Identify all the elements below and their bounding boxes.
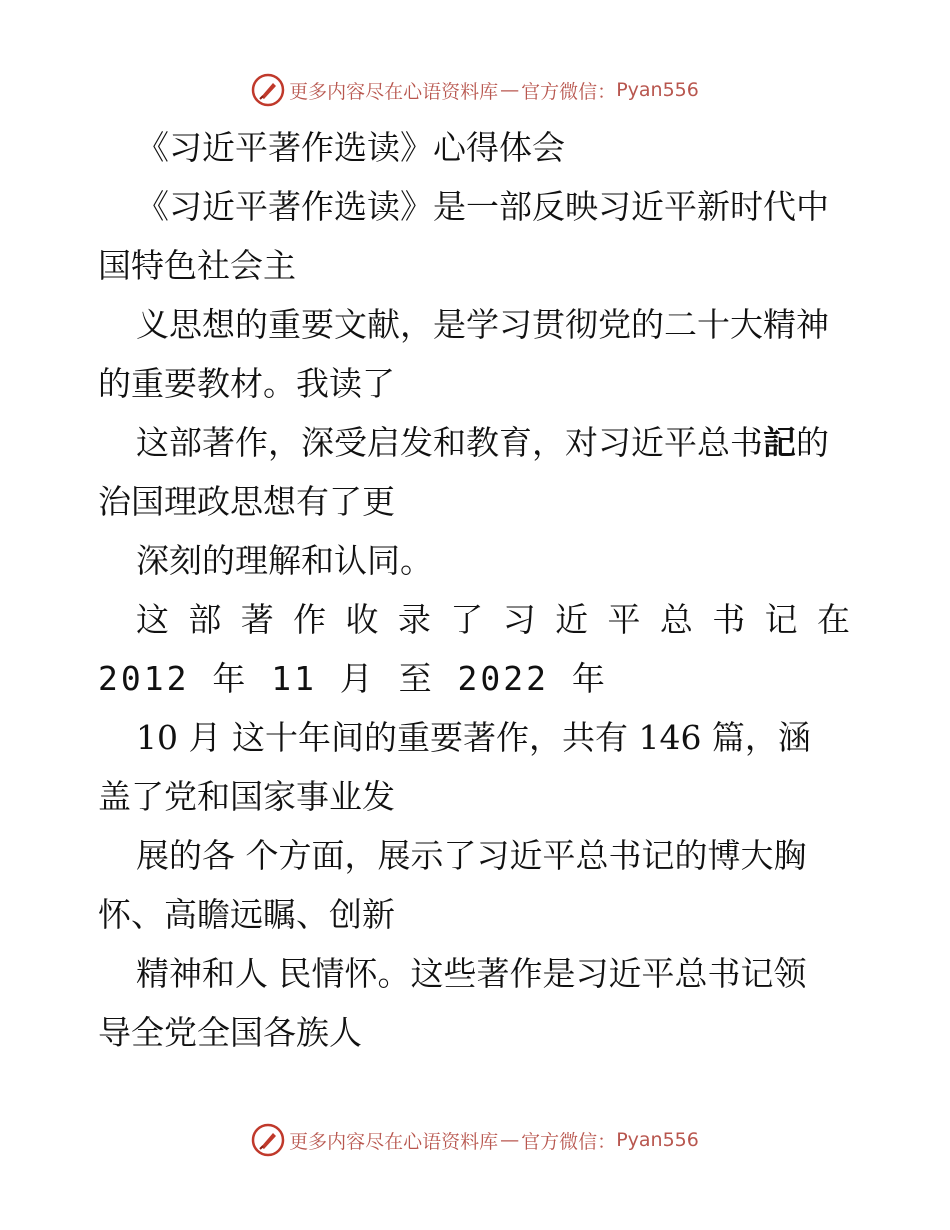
text-segment-bold: 記 [763, 423, 796, 462]
text-line: 导全党全国各族人 [98, 1013, 362, 1052]
text-line: 这部著作收录了习近平总书记在 [136, 600, 850, 639]
quill-logo-icon [251, 73, 285, 107]
text-line: 国特色社会主 [98, 246, 296, 285]
banner-brand-text: 更多内容尽在心语资料库 [289, 1130, 499, 1153]
banner-wechat-id: Pyan556 [616, 79, 699, 101]
text-segment: 这部著作，深受启发和教育，对习近平总书 [136, 423, 763, 462]
document-title: 《习近平著作选读》心得体会 [136, 128, 565, 167]
text-line: 深刻的理解和认同。 [136, 541, 433, 580]
text-line [98, 413, 850, 472]
text-line: 义思想的重要文献，是学习贯彻党的二十大精神 [136, 305, 829, 344]
banner-brand-text: 更多内容尽在心语资料库 [289, 80, 499, 103]
header-banner [0, 70, 950, 110]
footer-banner [0, 1120, 950, 1160]
text-line: 精神和人 民情怀。这些著作是习近平总书记领 [136, 954, 807, 993]
text-line: 怀、高瞻远瞩、创新 [98, 895, 395, 934]
text-line: 的重要教材。我读了 [98, 364, 395, 403]
document-body [98, 118, 850, 1062]
text-line: 治国理政思想有了更 [98, 482, 395, 521]
text-line: 盖了党和国家事业发 [98, 777, 395, 816]
text-line: 《习近平著作选读》是一部反映习近平新时代中 [136, 187, 829, 226]
banner-wechat-id: Pyan556 [616, 1129, 699, 1151]
text-line: 展的各 个方面，展示了习近平总书记的博大胸 [136, 836, 807, 875]
text-line: 2012 年 11 月 至 2022 年 [98, 659, 608, 698]
quill-logo-icon [251, 1123, 285, 1157]
banner-dash: — [500, 1129, 520, 1151]
banner-official-text: 官方微信： [521, 1130, 617, 1153]
text-segment: 的 [796, 423, 829, 462]
banner-dash: — [500, 79, 520, 101]
banner-official-text: 官方微信： [521, 80, 617, 103]
text-line: 10 月 这十年间的重要著作，共有 146 篇，涵 [136, 718, 811, 757]
